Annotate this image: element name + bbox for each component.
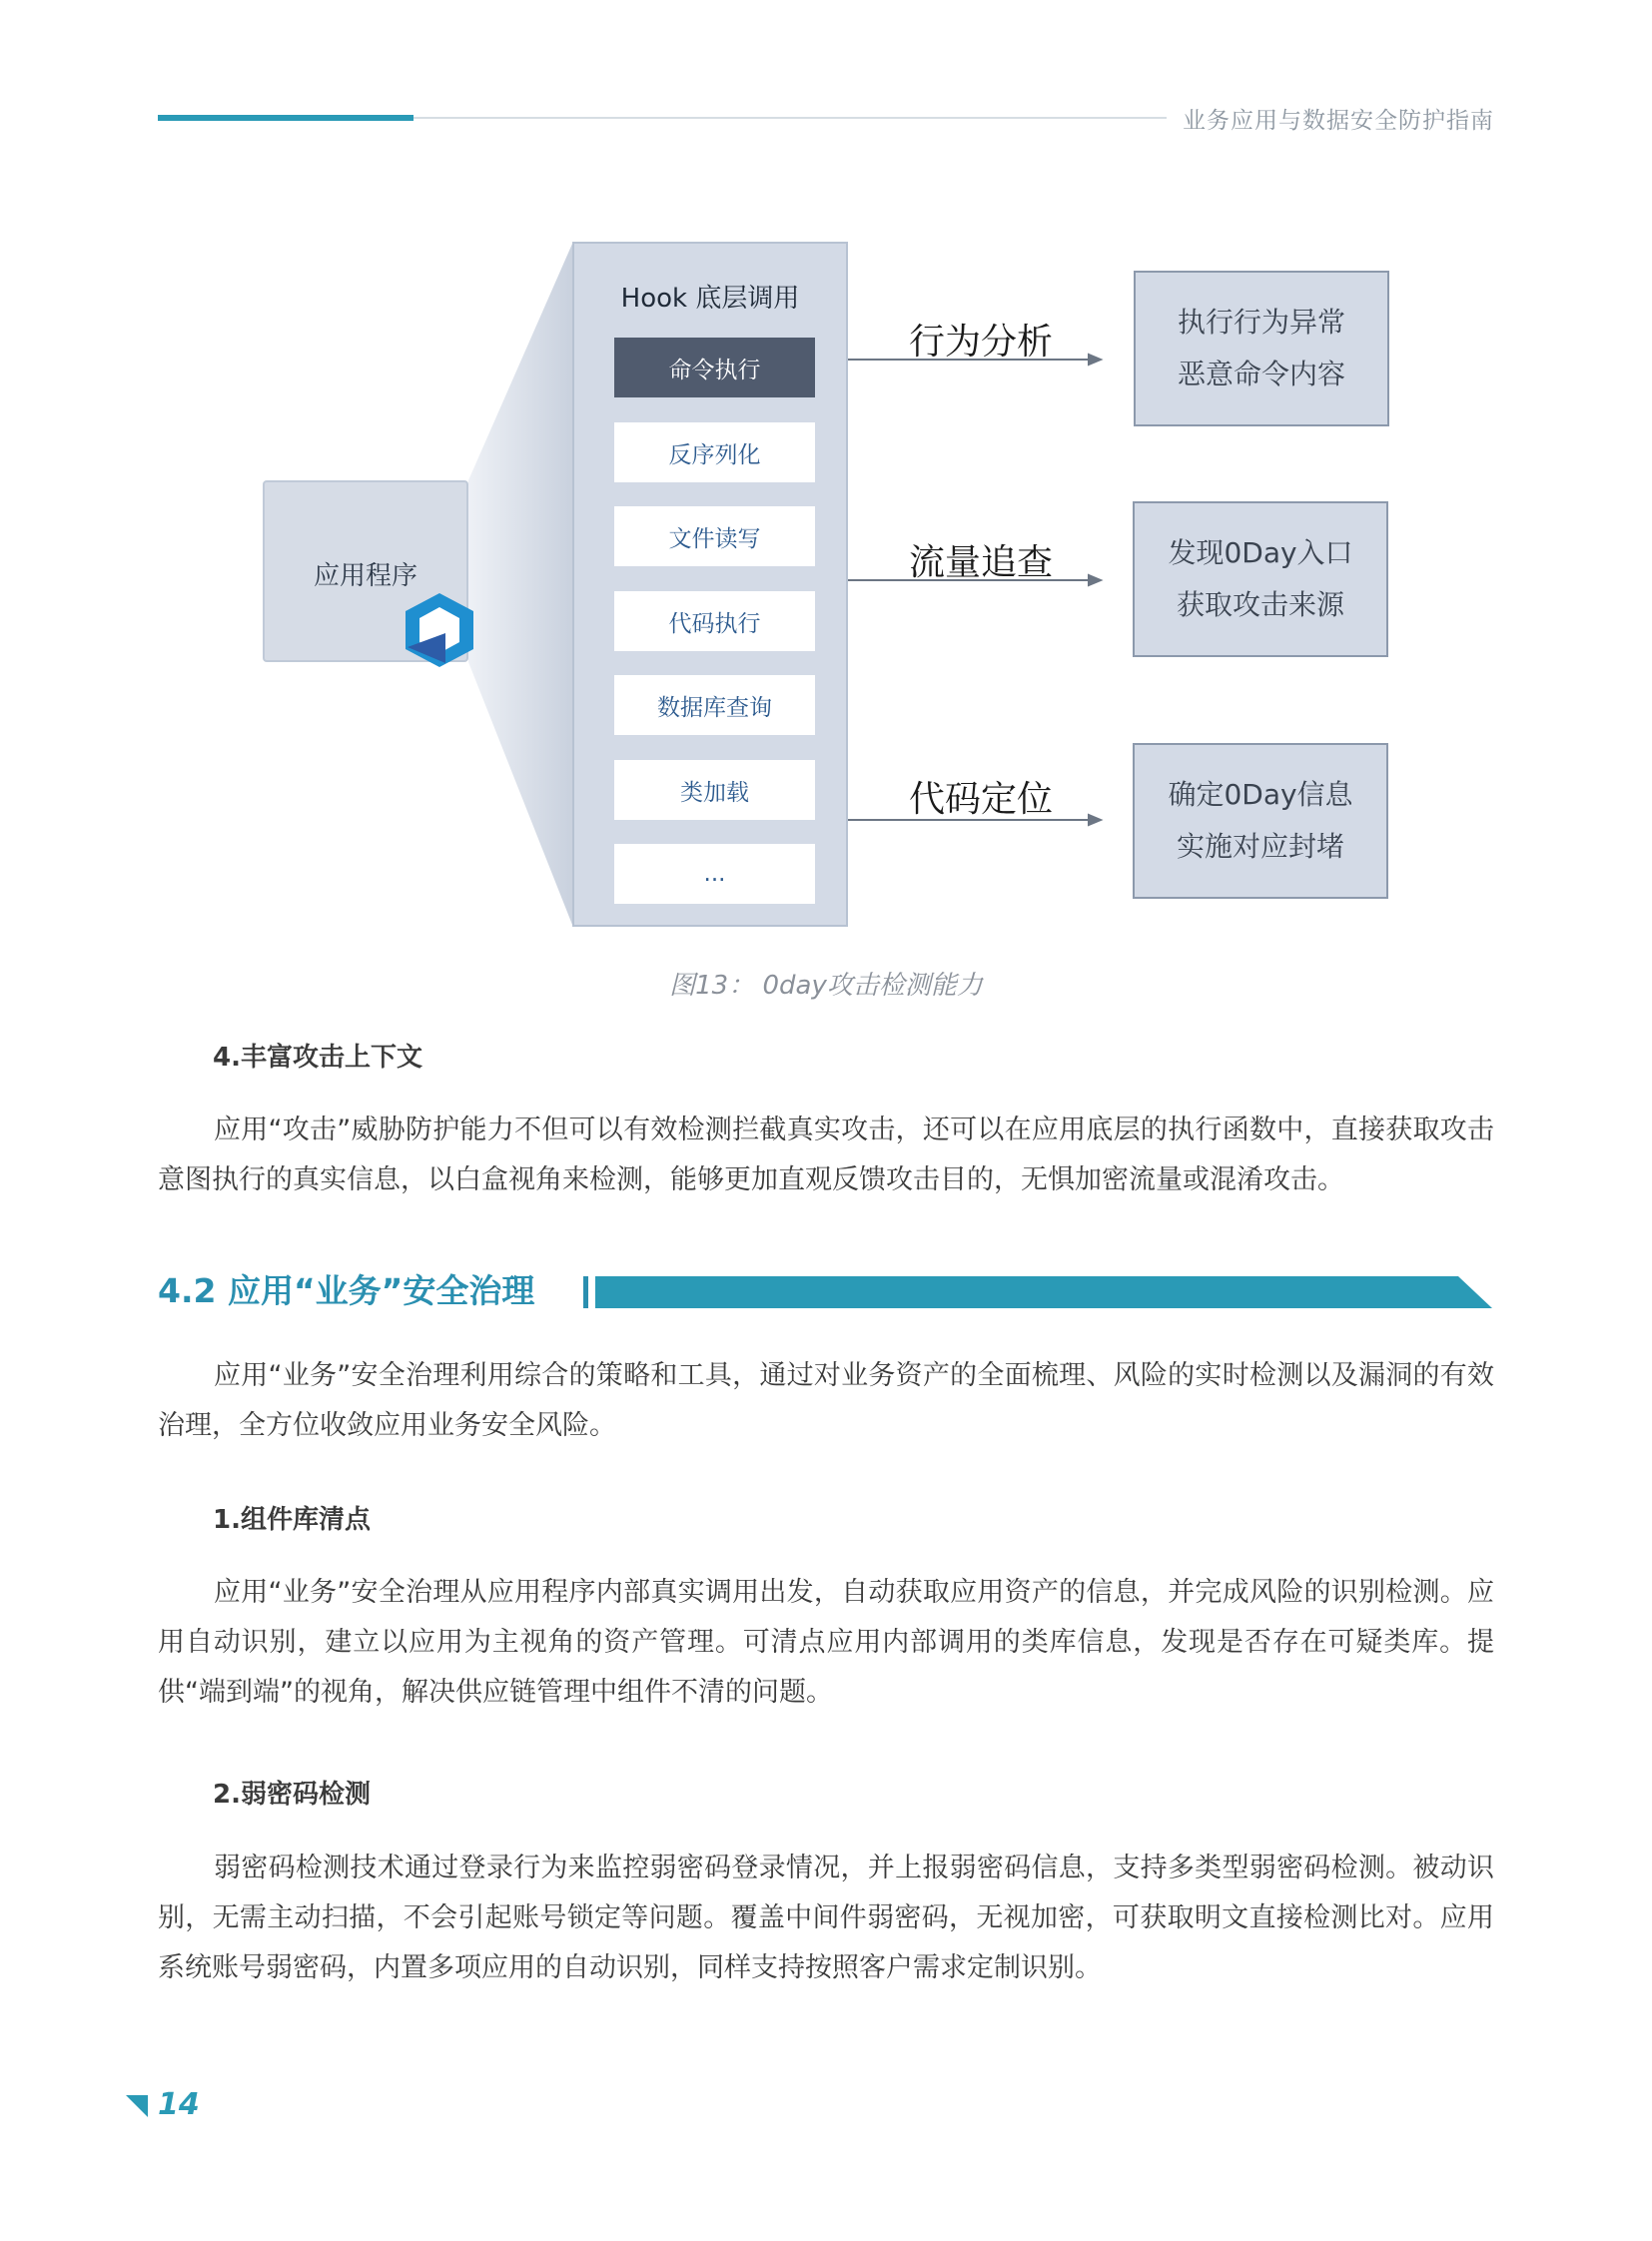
result-box-behavior — [1134, 271, 1389, 426]
result-box-traffic — [1133, 501, 1388, 657]
paragraph-attack-context: 应用“攻击”威胁防护能力不但可以有效检测拦截真实攻击，还可以在应用底层的执行函数中，直接获取攻击意图执行的真实信息，以白盒视角来检测，能够更加直观反馈攻击目的，无惧加密流量或混淆攻击。 — [158, 1115, 1494, 1195]
hook-item: 代码执行 — [614, 591, 815, 651]
hook-item: ... — [614, 844, 815, 904]
paragraph-weak-password: 弱密码检测技术通过登录行为来监控弱密码登录情况，并上报弱密码信息，支持多类型弱密码检测。被动识别，无需主动扫描，不会引起账号锁定等问题。覆盖中间件弱密码，无视加密，可获取明文直接检测比对。应用系统账号弱密码，内置多项应用的自动识别，同样支持按照客户需求定制识别。 — [158, 1853, 1494, 1983]
result-line: 实施对应封堵 — [1176, 830, 1344, 863]
flow-label-behavior: 行为分析 — [909, 322, 1054, 363]
result-line: 恶意命令内容 — [1177, 358, 1345, 390]
header-accent-bar — [158, 115, 413, 121]
hook-item: 数据库查询 — [614, 675, 815, 735]
header-title: 业务应用与数据安全防护指南 — [1183, 108, 1494, 134]
result-line: 发现0Day入口 — [1168, 536, 1353, 569]
app-logo-icon — [400, 589, 479, 671]
result-line: 执行行为异常 — [1177, 306, 1345, 339]
page-corner-icon — [126, 2095, 148, 2117]
hook-item: 反序列化 — [614, 422, 815, 482]
paragraph-business-governance: 应用“业务”安全治理利用综合的策略和工具，通过对业务资产的全面梳理、风险的实时检测以及漏洞的有效治理，全方位收敛应用业务安全风险。 — [158, 1360, 1494, 1441]
hook-column-title: Hook 底层调用 — [620, 284, 800, 314]
flow-label-traffic: 流量追查 — [909, 542, 1054, 583]
result-line: 确定0Day信息 — [1168, 778, 1353, 811]
result-line: 获取攻击来源 — [1176, 588, 1344, 621]
paragraph-component-inventory: 应用“业务”安全治理从应用程序内部真实调用出发，自动获取应用资产的信息，并完成风险的识别检测。应用自动识别，建立以应用为主视角的资产管理。可清点应用内部调用的类库信息，发现是否存在可疑类库。提供“端到端”的视角，解决供应链管理中组件不清的问题。 — [158, 1577, 1494, 1708]
hook-item: 类加载 — [614, 760, 815, 820]
flow-arrows — [848, 355, 1101, 825]
subheading-component-inventory: 1.组件库清点 — [213, 1505, 371, 1535]
subheading-weak-password: 2.弱密码检测 — [213, 1780, 371, 1810]
hook-item: 文件读写 — [614, 506, 815, 566]
figure-caption: 图13： 0day攻击检测能力 — [669, 971, 983, 1001]
hook-item: 命令执行 — [614, 338, 815, 397]
result-box-code — [1133, 743, 1388, 899]
page-number: 14 — [158, 2087, 200, 2122]
application-label: 应用程序 — [313, 561, 417, 591]
section-title: 4.2 应用“业务”安全治理 — [158, 1271, 535, 1310]
subheading-attack-context: 4.丰富攻击上下文 — [213, 1043, 422, 1073]
flow-label-code: 代码定位 — [909, 779, 1054, 820]
section-title-bar — [579, 1274, 1498, 1310]
